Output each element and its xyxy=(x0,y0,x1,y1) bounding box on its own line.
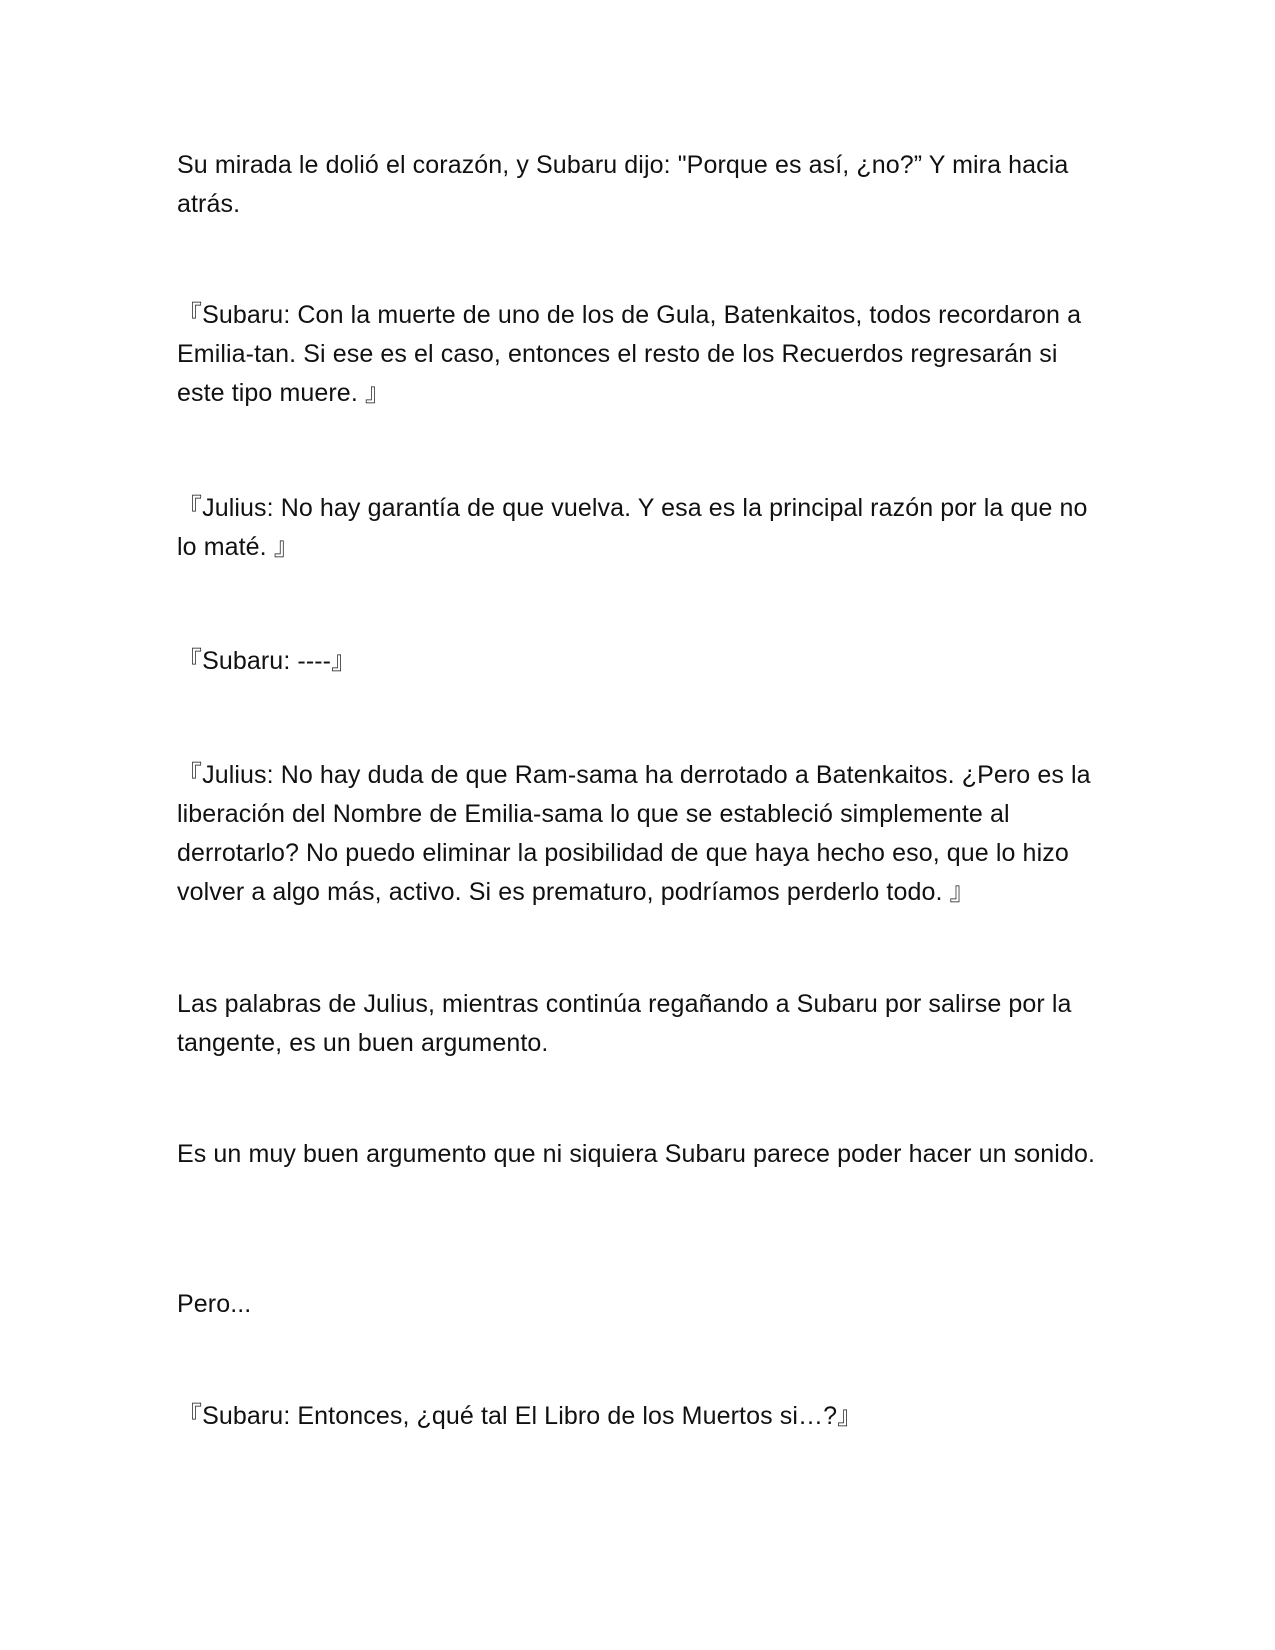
paragraph-dialogue-subaru-2: 『Subaru: ----』 xyxy=(177,647,357,675)
paragraph-narration-2: Las palabras de Julius, mientras continúa regañando a Subaru por salirse por la tangente, es un buen argumento. xyxy=(177,990,1072,1057)
paragraph-narration-4: Pero... xyxy=(177,1290,252,1318)
paragraph-narration-1: Su mirada le dolió el corazón, y Subaru dijo: "Porque es así, ¿no?” Y mira hacia atrás. xyxy=(177,151,1069,218)
paragraph-dialogue-subaru-1: 『Subaru: Con la muerte de uno de los de Gula, Batenkaitos, todos recordaron a Emilia-tan. Si ese es el caso, entonces el resto de los Recuerdos regresarán si este tipo muere. 』 xyxy=(177,301,1082,407)
paragraph-dialogue-julius-1: 『Julius: No hay garantía de que vuelva. Y esa es la principal razón por la que no lo maté. 』 xyxy=(177,494,1088,561)
paragraph-dialogue-subaru-3: 『Subaru: Entonces, ¿qué tal El Libro de los Muertos si…?』 xyxy=(177,1402,863,1430)
paragraph-dialogue-julius-2: 『Julius: No hay duda de que Ram-sama ha derrotado a Batenkaitos. ¿Pero es la liberación del Nombre de Emilia-sama lo que se estableció simplemente al derrotarlo? No puedo eliminar la posibilidad de que haya hecho eso, que lo hizo volver a algo más, activo. Si es prematuro, podríamos perderlo todo. 』 xyxy=(177,761,1091,906)
paragraph-narration-3: Es un muy buen argumento que ni siquiera Subaru parece poder hacer un sonido. xyxy=(177,1140,1096,1168)
